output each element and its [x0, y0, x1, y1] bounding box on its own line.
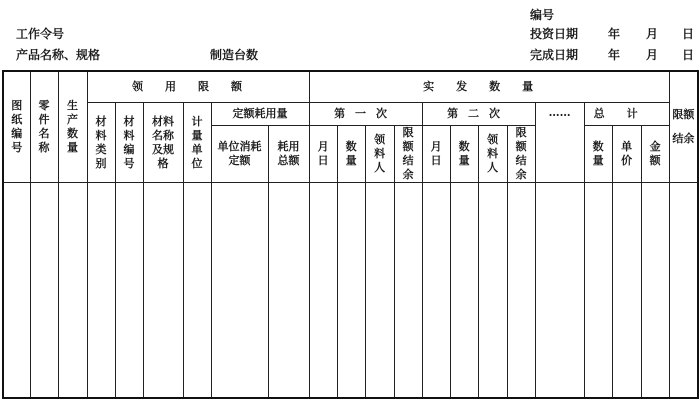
part-name-header: 零件名称: [30, 71, 58, 183]
table-body-row: [3, 183, 698, 399]
cell[interactable]: [535, 183, 584, 399]
first-limit-balance-header: 限额结余: [394, 126, 422, 183]
unit-consumption-header: 单位消耗定额: [211, 126, 268, 183]
first-receiver-header: 领料人: [365, 126, 394, 183]
cell[interactable]: [30, 183, 58, 399]
requisition-limit-header: 领用限额: [87, 71, 309, 103]
material-type-header: 材料类别: [87, 103, 115, 183]
ellipsis-header: ……: [535, 103, 584, 183]
cell[interactable]: [3, 183, 30, 399]
invest-day: 日: [682, 27, 695, 41]
quantity-label: 制造台数: [210, 48, 259, 62]
total-usage-header: 耗用总额: [268, 126, 309, 183]
cell[interactable]: [268, 183, 309, 399]
limit-balance-final-header: 限额 结余: [669, 71, 698, 183]
cell[interactable]: [115, 183, 143, 399]
cell[interactable]: [309, 183, 337, 399]
product-name-label: 产品名称、规格: [16, 48, 101, 62]
work-order-label: 工作令号: [16, 27, 65, 41]
total-qty-header: 数量: [584, 126, 612, 183]
second-month-day-header: 月日: [422, 126, 450, 183]
cell[interactable]: [143, 183, 183, 399]
cell[interactable]: [641, 183, 669, 399]
cell[interactable]: [422, 183, 450, 399]
cell[interactable]: [507, 183, 535, 399]
material-name-spec-header: 材料名称及规格: [143, 103, 183, 183]
complete-year: 年: [608, 48, 621, 62]
total-unit-price-header: 单价: [612, 126, 641, 183]
unit-header: 计量单位: [183, 103, 211, 183]
cell[interactable]: [211, 183, 268, 399]
cell[interactable]: [450, 183, 478, 399]
production-qty-header: 生产数量: [58, 71, 87, 183]
first-qty-header: 数量: [337, 126, 365, 183]
number-label: 编号: [530, 8, 555, 22]
cell[interactable]: [183, 183, 211, 399]
invest-month: 月: [646, 27, 659, 41]
material-no-header: 材料编号: [115, 103, 143, 183]
total-header: 总计: [584, 103, 669, 126]
cell[interactable]: [365, 183, 394, 399]
complete-date-label: 完成日期: [530, 48, 579, 62]
quota-usage-header: 定额耗用量: [211, 103, 309, 126]
drawing-no-header: 图纸编号: [3, 71, 30, 183]
cell[interactable]: [337, 183, 365, 399]
cell[interactable]: [87, 183, 115, 399]
total-amount-header: 金额: [641, 126, 669, 183]
second-time-header: 第二次: [422, 103, 535, 126]
complete-day: 日: [682, 48, 695, 62]
second-receiver-header: 领料人: [478, 126, 507, 183]
invest-date-label: 投资日期: [530, 27, 579, 41]
first-time-header: 第一次: [309, 103, 422, 126]
cell[interactable]: [669, 183, 698, 399]
cell[interactable]: [58, 183, 87, 399]
invest-year: 年: [608, 27, 621, 41]
cell[interactable]: [584, 183, 612, 399]
second-qty-header: 数量: [450, 126, 478, 183]
requisition-form-table: [2, 70, 699, 399]
cell[interactable]: [394, 183, 422, 399]
cell[interactable]: [478, 183, 507, 399]
actual-issue-header: 实发数量: [309, 71, 669, 103]
complete-month: 月: [646, 48, 659, 62]
second-limit-balance-header: 限额结余: [507, 126, 535, 183]
first-month-day-header: 月日: [309, 126, 337, 183]
cell[interactable]: [612, 183, 641, 399]
